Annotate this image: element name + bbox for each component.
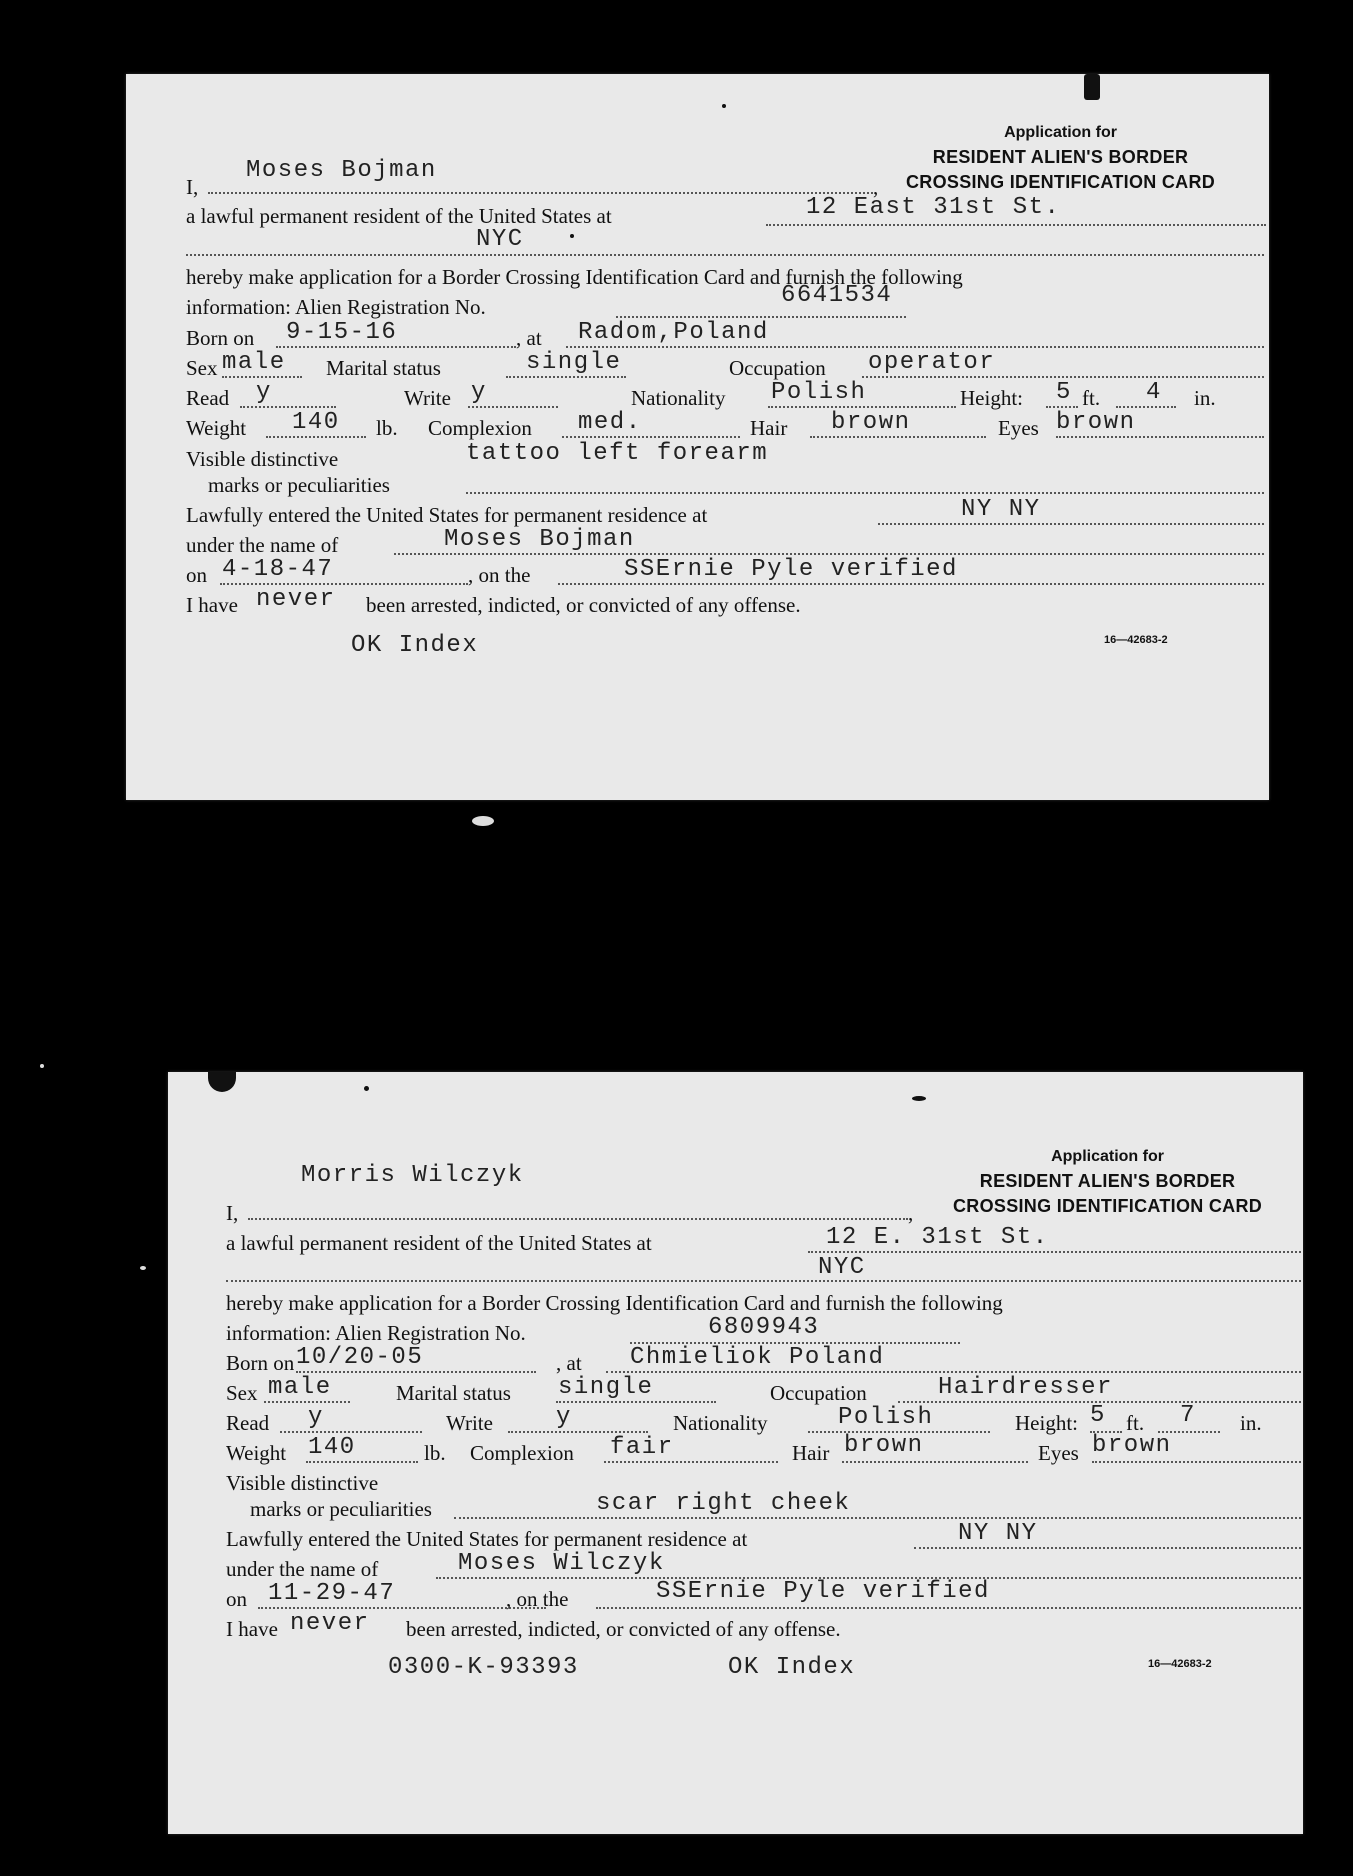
dotted-line (266, 436, 366, 438)
dotted-line (226, 1280, 1301, 1282)
label-at: , at (516, 326, 542, 350)
dotted-line (1046, 406, 1078, 408)
field-street: 12 East 31st St. (806, 194, 1061, 221)
field-weight: 140 (308, 1434, 356, 1461)
dotted-line (296, 1371, 536, 1373)
label-write: Write (404, 386, 451, 410)
dotted-line (878, 523, 1264, 525)
field-city: NYC (818, 1254, 866, 1281)
label-hair: Hair (750, 416, 788, 440)
label-sex: Sex (226, 1381, 258, 1405)
field-name: Morris Wilczyk (301, 1162, 524, 1189)
field-entry-name: Moses Wilczyk (458, 1550, 665, 1577)
label-marks: marks or peculiarities (250, 1497, 432, 1521)
dotted-line (566, 346, 1264, 348)
label-at: , at (556, 1351, 582, 1375)
dotted-line (276, 346, 516, 348)
scan-mark (40, 1064, 44, 1068)
label-hereby: hereby make application for a Border Crossing Identification Card and furnish the following (226, 1291, 1003, 1315)
field-alien-no: 6641534 (781, 282, 893, 309)
field-nationality: Polish (771, 379, 867, 406)
label-ft: ft. (1126, 1411, 1145, 1435)
dotted-line (1056, 436, 1264, 438)
field-hair: brown (831, 409, 911, 436)
label-write: Write (446, 1411, 493, 1435)
label-height: Height: (960, 386, 1023, 410)
dotted-line (220, 583, 468, 585)
label-born: Born on (186, 326, 255, 350)
label-offense: been arrested, indicted, or convicted of any offense. (406, 1617, 841, 1641)
field-eyes: brown (1056, 409, 1136, 436)
field-born-date: 10/20-05 (296, 1344, 424, 1371)
comma: , (873, 175, 879, 199)
stamp-ok-index: OK Index (728, 1654, 856, 1681)
field-port: NY NY (958, 1520, 1038, 1547)
dotted-line (556, 1401, 716, 1403)
label-lb: lb. (376, 416, 398, 440)
field-entry-date: 4-18-47 (222, 556, 334, 583)
form-number: 16—42683-2 (1104, 634, 1168, 646)
header-line-3: CROSSING IDENTIFICATION CARD (906, 172, 1216, 192)
field-arrest: never (256, 586, 336, 613)
label-marital: Marital status (396, 1381, 511, 1405)
label-weight: Weight (186, 416, 247, 440)
speck (912, 1096, 926, 1101)
card-header (953, 1144, 1262, 1219)
label-in: in. (1240, 1411, 1262, 1435)
label-eyes: Eyes (998, 416, 1039, 440)
field-street: 12 E. 31st St. (826, 1224, 1049, 1251)
label-nationality: Nationality (631, 386, 726, 410)
label-on-the: , on the (468, 563, 531, 587)
dotted-line (306, 1461, 418, 1463)
field-weight: 140 (292, 409, 340, 436)
field-birthplace: Chmieliok Poland (630, 1344, 885, 1371)
dotted-line (862, 376, 1264, 378)
label-weight: Weight (226, 1441, 287, 1465)
dotted-line (258, 1607, 546, 1609)
speck (722, 104, 726, 108)
label-in: in. (1194, 386, 1216, 410)
label-i: I, (226, 1201, 239, 1225)
label-complexion: Complexion (470, 1441, 574, 1465)
dotted-line (186, 254, 1264, 256)
field-eyes: brown (1092, 1432, 1172, 1459)
dotted-line (454, 1517, 1301, 1519)
label-i-have: I have (186, 593, 238, 617)
label-info: information: Alien Registration No. (226, 1321, 526, 1345)
field-marks: scar right cheek (596, 1490, 851, 1517)
file-number: 0300-K-93393 (388, 1654, 579, 1681)
label-entered: Lawfully entered the United States for permanent residence at (226, 1527, 748, 1551)
field-arrest: never (290, 1610, 370, 1637)
dotted-line (508, 1431, 648, 1433)
field-hair: brown (844, 1432, 924, 1459)
header-line-2: RESIDENT ALIEN'S BORDER (979, 1171, 1236, 1191)
field-height-ft: 5 (1056, 379, 1072, 406)
dotted-line (842, 1461, 1028, 1463)
label-on-the: , on the (506, 1587, 569, 1611)
dotted-line (616, 316, 906, 318)
field-complexion: fair (610, 1434, 674, 1461)
label-lb: lb. (424, 1441, 446, 1465)
label-on: on (186, 563, 207, 587)
field-sex: male (268, 1374, 332, 1401)
label-i: I, (186, 175, 199, 199)
field-marital: single (558, 1374, 654, 1401)
dotted-line (808, 1251, 1301, 1253)
field-ship: SSErnie Pyle verified (624, 556, 958, 583)
field-read: y (256, 379, 272, 406)
speck (364, 1086, 369, 1091)
field-marks: tattoo left forearm (466, 440, 769, 467)
label-eyes: Eyes (1038, 1441, 1079, 1465)
field-entry-date: 11-29-47 (268, 1580, 396, 1607)
label-hair: Hair (792, 1441, 830, 1465)
label-occupation: Occupation (770, 1381, 867, 1405)
dotted-line (810, 436, 986, 438)
label-visible: Visible distinctive (186, 447, 339, 471)
field-occupation: operator (868, 349, 996, 376)
label-offense: been arrested, indicted, or convicted of any offense. (366, 593, 801, 617)
label-occupation: Occupation (729, 356, 826, 380)
field-write: y (556, 1404, 572, 1431)
stamp-ok-index: OK Index (351, 632, 479, 659)
label-nationality: Nationality (673, 1411, 768, 1435)
dotted-line (606, 1371, 1301, 1373)
header-line-1: Application for (1004, 124, 1117, 141)
label-read: Read (226, 1411, 270, 1435)
field-entry-name: Moses Bojman (444, 526, 635, 553)
dotted-line (1116, 406, 1176, 408)
dotted-line (264, 1401, 350, 1403)
dotted-line (208, 192, 873, 194)
torn-corner (208, 1072, 236, 1092)
label-hereby: hereby make application for a Border Crossing Identification Card and furnish the following (186, 265, 963, 289)
dotted-line (248, 1218, 908, 1220)
field-port: NY NY (961, 496, 1041, 523)
field-height-in: 7 (1180, 1402, 1196, 1429)
dotted-line (280, 1431, 422, 1433)
field-nationality: Polish (838, 1404, 934, 1431)
dotted-line (766, 224, 1266, 226)
dotted-line (562, 436, 740, 438)
field-height-ft: 5 (1090, 1402, 1106, 1429)
field-alien-no: 6809943 (708, 1314, 820, 1341)
dotted-line (604, 1461, 778, 1463)
dotted-line (768, 406, 956, 408)
scan-mark (472, 816, 494, 826)
comma: , (908, 1201, 914, 1225)
label-under-name: under the name of (226, 1557, 379, 1581)
label-under-name: under the name of (186, 533, 339, 557)
header-line-3: CROSSING IDENTIFICATION CARD (953, 1196, 1263, 1216)
label-complexion: Complexion (428, 416, 532, 440)
label-marks: marks or peculiarities (208, 473, 390, 497)
dotted-line (466, 492, 1264, 494)
field-birthplace: Radom,Poland (578, 319, 769, 346)
dotted-line (558, 583, 1264, 585)
field-sex: male (222, 349, 286, 376)
field-occupation: Hairdresser (938, 1374, 1113, 1401)
field-name: Moses Bojman (246, 157, 437, 184)
header-line-2: RESIDENT ALIEN'S BORDER (932, 147, 1189, 167)
dotted-line (240, 406, 336, 408)
header-line-1: Application for (1051, 1148, 1164, 1165)
label-visible: Visible distinctive (226, 1471, 379, 1495)
dotted-line (914, 1547, 1301, 1549)
field-born-date: 9-15-16 (286, 319, 398, 346)
application-card-2 (168, 1072, 1303, 1834)
dotted-line (596, 1607, 1301, 1609)
dotted-line (1092, 1461, 1301, 1463)
label-entered: Lawfully entered the United States for permanent residence at (186, 503, 708, 527)
field-height-in: 4 (1146, 379, 1162, 406)
punch-mark (1084, 74, 1100, 100)
field-ship: SSErnie Pyle verified (656, 1578, 990, 1605)
label-sex: Sex (186, 356, 218, 380)
label-lawful-resident: a lawful permanent resident of the United States at (186, 204, 612, 228)
dotted-line (222, 376, 302, 378)
card-header (906, 120, 1215, 195)
label-marital: Marital status (326, 356, 441, 380)
field-write: y (471, 379, 487, 406)
label-lawful-resident: a lawful permanent resident of the United States at (226, 1231, 652, 1255)
label-height: Height: (1015, 1411, 1078, 1435)
label-born: Born on (226, 1351, 295, 1375)
label-info: information: Alien Registration No. (186, 295, 486, 319)
label-ft: ft. (1082, 386, 1101, 410)
application-card-1 (126, 74, 1269, 800)
speck (570, 234, 574, 238)
label-on: on (226, 1587, 247, 1611)
form-number: 16—42683-2 (1148, 1658, 1212, 1670)
scan-mark (140, 1266, 146, 1270)
dotted-line (506, 376, 626, 378)
label-i-have: I have (226, 1617, 278, 1641)
dotted-line (468, 406, 558, 408)
field-read: y (308, 1404, 324, 1431)
field-complexion: med. (578, 409, 642, 436)
dotted-line (394, 553, 1264, 555)
label-read: Read (186, 386, 230, 410)
field-city: NYC (476, 226, 524, 253)
field-marital: single (526, 349, 622, 376)
